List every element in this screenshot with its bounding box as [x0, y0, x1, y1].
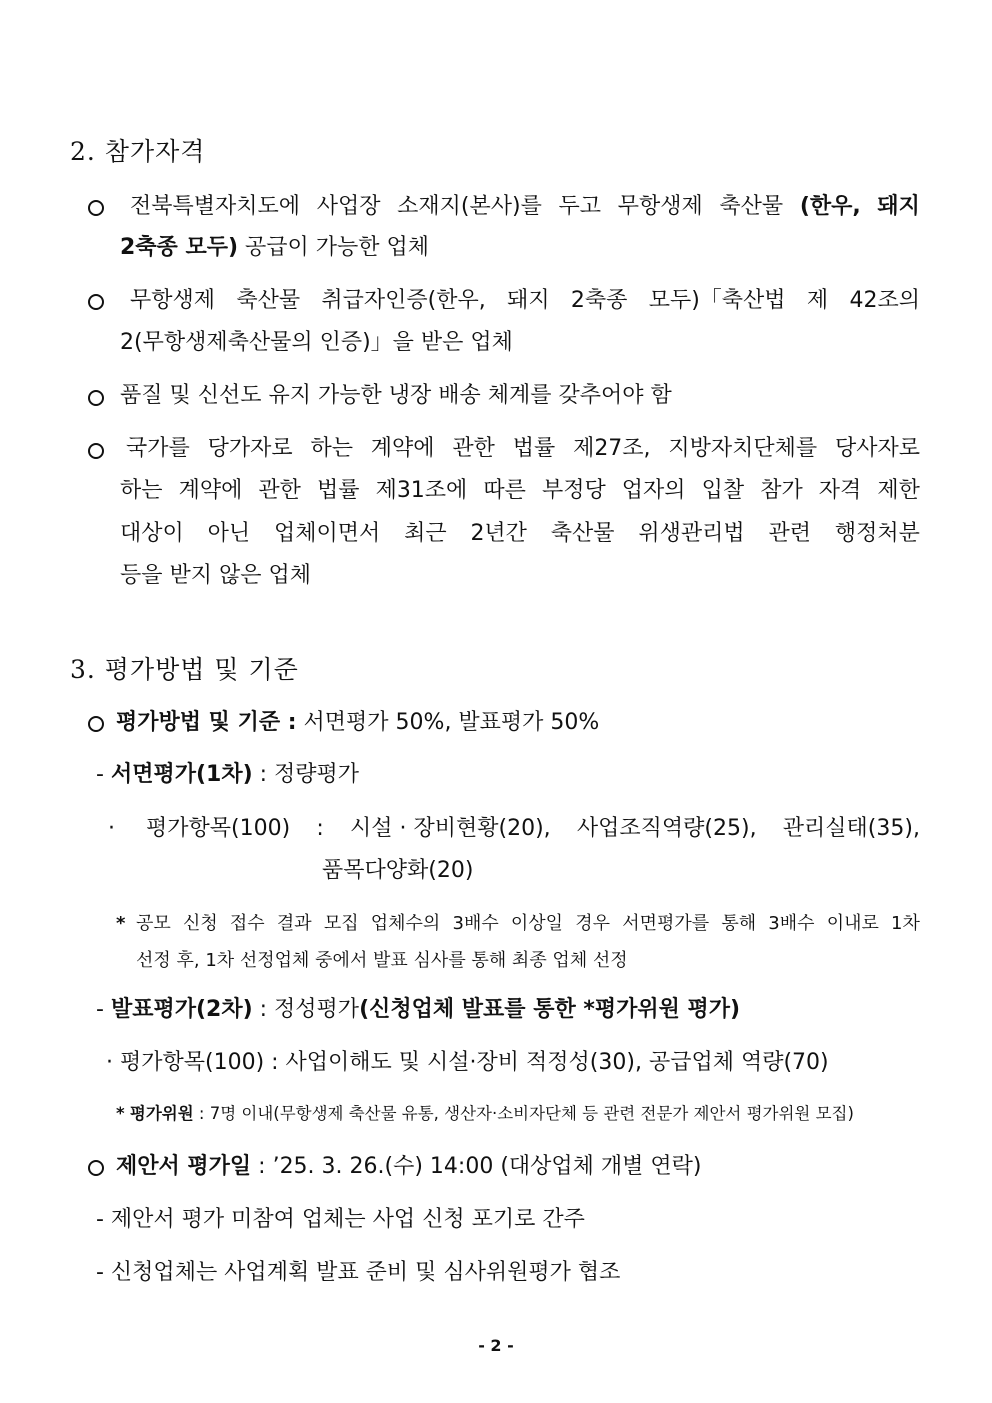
word: 무항생제	[617, 194, 703, 219]
circle-bullet-icon	[88, 200, 104, 216]
word: 최근	[404, 521, 447, 546]
note-2-rest: : 7명 이내(무항생제 축산물 유통, 생산자·소비자단체 등 관련 전문가 제안서 평가위원 모집)	[193, 1104, 854, 1123]
eligibility-item-2-line-2: 2(무항생제축산물의 인증)」을 받은 업체	[120, 330, 513, 355]
document-review-items-line-2: 품목다양화(20)	[322, 858, 474, 883]
word: 사업조직역량(25),	[576, 816, 757, 841]
word: 축산물	[550, 521, 615, 546]
note-2-bold: 평가위원	[129, 1104, 194, 1123]
word: 돼지	[507, 288, 550, 313]
note-1-line-1	[136, 911, 920, 937]
word: 부정당	[541, 478, 606, 503]
word: 당가자로	[207, 436, 293, 461]
circle-bullet-icon	[88, 443, 104, 459]
proposal-date-rest: : ’25. 3. 26.(수) 14:00 (대상업체 개별 연락)	[251, 1154, 702, 1179]
proposal-date-item	[116, 1152, 702, 1182]
word: 업자의	[621, 478, 686, 503]
word: 업체이면서	[273, 521, 381, 546]
proposal-note-2: - 신청업체는 사업계획 발표 준비 및 심사위원평가 협조	[96, 1260, 621, 1285]
word: :	[316, 816, 324, 841]
word: 결과	[276, 913, 312, 934]
word: 따른	[483, 478, 526, 503]
page-number: - 2 -	[478, 1336, 514, 1355]
eligibility-item-4-line-1	[126, 434, 920, 464]
eligibility-item-1-bold: 2축종 모두)	[120, 235, 239, 260]
section-3-heading: 3. 평가방법 및 기준	[70, 655, 299, 684]
middle-dot: ·	[108, 816, 115, 841]
document-review-bold: 서면평가(1차)	[110, 762, 253, 787]
document-review-rest: : 정량평가	[252, 762, 360, 787]
word: 입찰	[701, 478, 745, 503]
word: 서면평가를	[622, 913, 710, 934]
eligibility-item-2-line-1	[130, 286, 920, 316]
word: 국가를	[126, 436, 190, 461]
dash: -	[96, 762, 104, 787]
eligibility-item-4-line-4: 등을 받지 않은 업체	[120, 563, 311, 588]
eligibility-item-4-line-2	[120, 476, 920, 506]
word: 2축종	[570, 288, 628, 313]
word: 당사자로	[834, 436, 920, 461]
presentation-review-line	[96, 995, 740, 1025]
note-star: *	[116, 1104, 125, 1123]
word: (한우,	[799, 194, 861, 219]
word: 관련	[768, 521, 812, 546]
word: 위생관리법	[638, 521, 745, 546]
circle-bullet-icon	[88, 1160, 104, 1176]
word: 신청	[182, 913, 218, 934]
dash: -	[96, 997, 104, 1022]
word: 이상일	[510, 913, 564, 934]
word: 제	[806, 288, 829, 313]
evaluation-method-item	[116, 708, 599, 738]
circle-bullet-icon	[88, 390, 104, 406]
document-review-items-line-1	[146, 814, 920, 844]
word: 자격	[818, 478, 862, 503]
eligibility-item-1-rest: 공급이 가능한 업체	[238, 235, 430, 260]
note-star: *	[116, 913, 126, 934]
word: 지방자치단체를	[668, 436, 818, 461]
word: 법률	[512, 436, 556, 461]
word: 제한	[877, 478, 920, 503]
word: 사업장	[316, 194, 381, 219]
circle-bullet-icon	[88, 716, 104, 732]
word: 계약에	[370, 436, 435, 461]
note-2	[116, 1102, 854, 1126]
word: 1차	[891, 913, 920, 934]
word: 두고	[558, 194, 602, 219]
eligibility-item-1-line-2	[120, 233, 429, 263]
word: 2년간	[470, 521, 527, 546]
word: 제27조,	[573, 436, 651, 461]
word: 모두)「축산법	[648, 288, 786, 313]
word: 계약에	[178, 478, 243, 503]
eligibility-item-4-line-3	[120, 519, 920, 549]
word: 돼지	[877, 194, 920, 219]
document-review-line	[96, 760, 359, 790]
eligibility-item-3: 품질 및 신선도 유지 가능한 냉장 배송 체계를 갖추어야 함	[120, 383, 672, 408]
word: 소재지(본사)를	[397, 194, 542, 219]
word: 관리실태(35),	[782, 816, 920, 841]
word: 42조의	[849, 288, 920, 313]
word: 접수	[229, 913, 265, 934]
word: 모집	[323, 913, 359, 934]
word: 시설 · 장비현황(20),	[350, 816, 551, 841]
word: 관한	[258, 478, 301, 503]
word: 취급자인증(한우,	[321, 288, 486, 313]
word: 하는	[310, 436, 353, 461]
presentation-review-bold-2: (신청업체 발표를 통한 *평가위원 평가)	[359, 997, 741, 1022]
word: 이내로	[826, 913, 879, 934]
word: 통해	[721, 913, 757, 934]
word: 업체수의	[370, 913, 441, 934]
word: 전북특별자치도에	[130, 194, 301, 219]
word: 무항생제	[130, 288, 216, 313]
section-2-heading: 2. 참가자격	[70, 137, 206, 166]
word: 대상이	[120, 521, 184, 546]
word: 3배수	[768, 913, 815, 934]
presentation-review-bold: 발표평가(2차)	[110, 997, 253, 1022]
eligibility-item-1-line-1	[130, 192, 920, 222]
evaluation-method-bold: 평가방법 및 기준 :	[116, 710, 297, 735]
word: 법률	[316, 478, 360, 503]
proposal-date-bold: 제안서 평가일	[116, 1154, 252, 1179]
presentation-review-mid: : 정성평가	[252, 997, 360, 1022]
word: 평가항목(100)	[146, 816, 291, 841]
note-1-line-2: 선정 후, 1차 선정업체 중에서 발표 심사를 통해 최종 업체 선정	[136, 950, 628, 971]
word: 아닌	[207, 521, 251, 546]
word: 3배수	[452, 913, 499, 934]
presentation-review-items: · 평가항목(100) : 사업이해도 및 시설·장비 적정성(30), 공급업체 역량(70)	[106, 1050, 829, 1075]
word: 공모	[136, 913, 171, 934]
word: 행정처분	[834, 521, 920, 546]
word: 제31조에	[375, 478, 468, 503]
word: 축산물	[719, 194, 784, 219]
word: 하는	[120, 478, 163, 503]
evaluation-method-rest: 서면평가 50%, 발표평가 50%	[296, 710, 600, 735]
circle-bullet-icon	[88, 294, 104, 310]
proposal-note-1: - 제안서 평가 미참여 업체는 사업 신청 포기로 간주	[96, 1207, 585, 1232]
word: 축산물	[236, 288, 301, 313]
word: 관한	[452, 436, 495, 461]
word: 경우	[575, 913, 611, 934]
word: 참가	[760, 478, 803, 503]
